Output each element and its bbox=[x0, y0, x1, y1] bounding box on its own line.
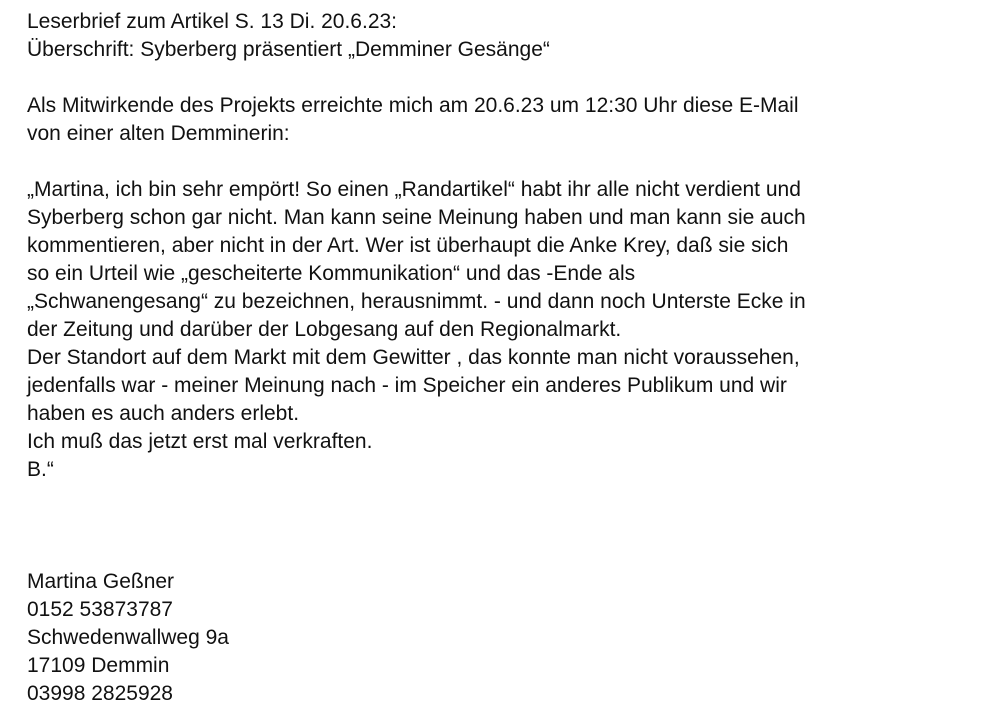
letter-header bbox=[27, 8, 987, 64]
quote-line: kommentieren, aber nicht in der Art. Wer ist überhaupt die Anke Krey, daß sie sich bbox=[27, 234, 789, 257]
quote-line: Syberberg schon gar nicht. Man kann seine Meinung haben und man kann sie auch bbox=[27, 206, 806, 229]
intro-line: Als Mitwirkende des Projekts erreichte mich am 20.6.23 um 12:30 Uhr diese E-Mail bbox=[27, 94, 799, 117]
signature-gap bbox=[27, 484, 987, 568]
quote-line: jedenfalls war - meiner Meinung nach - im Speicher ein anderes Publikum und wir bbox=[27, 374, 787, 397]
sender-landline-phone: 03998 2825928 bbox=[27, 682, 173, 705]
sender-mobile-phone: 0152 53873787 bbox=[27, 598, 173, 621]
sender-city: 17109 Demmin bbox=[27, 654, 170, 677]
paragraph-gap bbox=[27, 64, 987, 92]
headline-line: Überschrift: Syberberg präsentiert „Demminer Gesänge“ bbox=[27, 38, 550, 61]
quote-line: „Schwanengesang“ zu bezeichnen, herausnimmt. - und dann noch Unterste Ecke in bbox=[27, 290, 806, 313]
intro-line: von einer alten Demminerin: bbox=[27, 122, 290, 145]
sender-name: Martina Geßner bbox=[27, 570, 175, 593]
paragraph-gap bbox=[27, 148, 987, 176]
reference-line: Leserbrief zum Artikel S. 13 Di. 20.6.23: bbox=[27, 10, 398, 33]
quote-line: Der Standort auf dem Markt mit dem Gewitter , das konnte man nicht voraussehen, bbox=[27, 346, 800, 369]
letter-page bbox=[27, 8, 987, 708]
quote-line: B.“ bbox=[27, 458, 54, 481]
quote-line: der Zeitung und darüber der Lobgesang auf den Regionalmarkt. bbox=[27, 318, 622, 341]
quoted-email bbox=[27, 176, 987, 484]
quote-line: „Martina, ich bin sehr empört! So einen „Randartikel“ habt ihr alle nicht verdient und bbox=[27, 178, 801, 201]
quote-line: so ein Urteil wie „gescheiterte Kommunikation“ und das -Ende als bbox=[27, 262, 636, 285]
quote-line: haben es auch anders erlebt. bbox=[27, 402, 300, 425]
quote-line: Ich muß das jetzt erst mal verkraften. bbox=[27, 430, 373, 453]
intro-paragraph bbox=[27, 92, 987, 148]
sender-street: Schwedenwallweg 9a bbox=[27, 626, 229, 649]
signature-block bbox=[27, 568, 987, 708]
